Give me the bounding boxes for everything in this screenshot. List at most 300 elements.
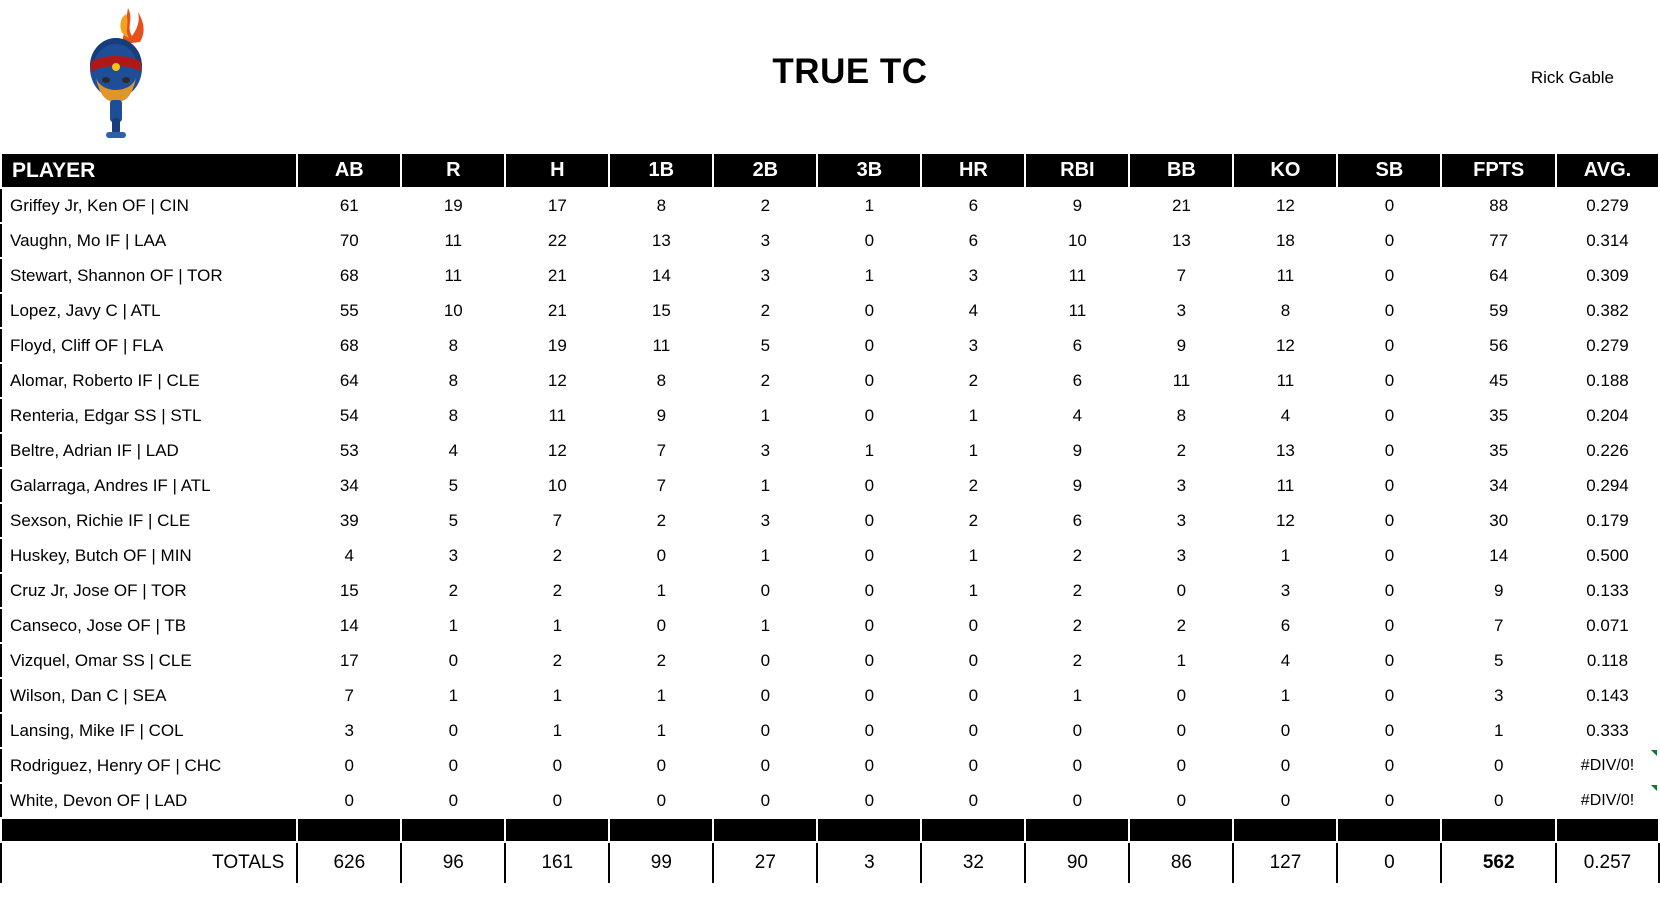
cell-1b: 1 xyxy=(609,678,713,713)
separator-cell xyxy=(401,818,505,842)
separator-cell xyxy=(921,818,1025,842)
table-row[interactable] xyxy=(1,223,1659,258)
table-row[interactable] xyxy=(1,608,1659,643)
cell-hr: 6 xyxy=(921,188,1025,223)
cell-ko: 11 xyxy=(1233,468,1337,503)
cell-fpts: 9 xyxy=(1441,573,1556,608)
table-body xyxy=(1,188,1659,818)
cell-ab: 0 xyxy=(297,748,401,783)
cell-sb: 0 xyxy=(1337,538,1441,573)
cell-rbi: 0 xyxy=(1025,783,1129,818)
cell-player-name[interactable]: Alomar, Roberto IF | CLE xyxy=(1,363,297,398)
cell-3b: 0 xyxy=(817,293,921,328)
cell-2b: 2 xyxy=(713,363,817,398)
cell-bb: 11 xyxy=(1129,363,1233,398)
cell-hr: 4 xyxy=(921,293,1025,328)
cell-3b: 1 xyxy=(817,188,921,223)
table-row[interactable] xyxy=(1,573,1659,608)
table-row[interactable] xyxy=(1,258,1659,293)
cell-ko: 11 xyxy=(1233,363,1337,398)
cell-player-name[interactable]: Vaughn, Mo IF | LAA xyxy=(1,223,297,258)
cell-2b: 0 xyxy=(713,678,817,713)
cell-avg: 0.226 xyxy=(1556,433,1659,468)
cell-sb: 0 xyxy=(1337,748,1441,783)
cell-player-name[interactable]: Canseco, Jose OF | TB xyxy=(1,608,297,643)
totals-r: 96 xyxy=(401,842,505,884)
cell-r: 5 xyxy=(401,503,505,538)
column-header-2b[interactable]: 2B xyxy=(713,153,817,188)
cell-ab: 34 xyxy=(297,468,401,503)
table-row[interactable] xyxy=(1,293,1659,328)
cell-rbi: 9 xyxy=(1025,433,1129,468)
cell-rbi: 1 xyxy=(1025,678,1129,713)
cell-2b: 5 xyxy=(713,328,817,363)
cell-bb: 9 xyxy=(1129,328,1233,363)
table-row[interactable] xyxy=(1,748,1659,783)
cell-ko: 11 xyxy=(1233,258,1337,293)
cell-3b: 0 xyxy=(817,608,921,643)
separator-cell xyxy=(1233,818,1337,842)
cell-fpts: 77 xyxy=(1441,223,1556,258)
cell-ko: 12 xyxy=(1233,503,1337,538)
cell-1b: 8 xyxy=(609,188,713,223)
table-row[interactable] xyxy=(1,328,1659,363)
cell-rbi: 11 xyxy=(1025,293,1129,328)
cell-r: 0 xyxy=(401,748,505,783)
separator-cell xyxy=(1025,818,1129,842)
cell-ab: 17 xyxy=(297,643,401,678)
cell-r: 4 xyxy=(401,433,505,468)
cell-avg: 0.133 xyxy=(1556,573,1659,608)
cell-rbi: 6 xyxy=(1025,503,1129,538)
cell-ab: 14 xyxy=(297,608,401,643)
cell-2b: 3 xyxy=(713,433,817,468)
cell-2b: 3 xyxy=(713,223,817,258)
totals-ab: 626 xyxy=(297,842,401,884)
cell-player-name[interactable]: Stewart, Shannon OF | TOR xyxy=(1,258,297,293)
cell-fpts: 35 xyxy=(1441,398,1556,433)
cell-player-name[interactable]: Sexson, Richie IF | CLE xyxy=(1,503,297,538)
separator-cell xyxy=(1556,818,1659,842)
cell-bb: 0 xyxy=(1129,713,1233,748)
cell-fpts: 34 xyxy=(1441,468,1556,503)
sheet-header xyxy=(0,0,1660,152)
cell-sb: 0 xyxy=(1337,293,1441,328)
cell-player-name[interactable]: White, Devon OF | LAD xyxy=(1,783,297,818)
cell-fpts: 1 xyxy=(1441,713,1556,748)
cell-player-name[interactable]: Floyd, Cliff OF | FLA xyxy=(1,328,297,363)
cell-bb: 3 xyxy=(1129,503,1233,538)
cell-bb: 13 xyxy=(1129,223,1233,258)
cell-r: 1 xyxy=(401,678,505,713)
cell-avg: 0.333 xyxy=(1556,713,1659,748)
cell-r: 11 xyxy=(401,258,505,293)
cell-3b: 0 xyxy=(817,713,921,748)
cell-sb: 0 xyxy=(1337,608,1441,643)
cell-fpts: 56 xyxy=(1441,328,1556,363)
cell-r: 1 xyxy=(401,608,505,643)
cell-ko: 12 xyxy=(1233,188,1337,223)
cell-h: 12 xyxy=(505,433,609,468)
cell-fpts: 0 xyxy=(1441,748,1556,783)
cell-hr: 2 xyxy=(921,503,1025,538)
cell-rbi: 4 xyxy=(1025,398,1129,433)
cell-3b: 1 xyxy=(817,258,921,293)
cell-hr: 0 xyxy=(921,713,1025,748)
cell-h: 17 xyxy=(505,188,609,223)
cell-1b: 15 xyxy=(609,293,713,328)
cell-player-name[interactable]: Lopez, Javy C | ATL xyxy=(1,293,297,328)
cell-avg: 0.204 xyxy=(1556,398,1659,433)
cell-3b: 0 xyxy=(817,363,921,398)
cell-fpts: 3 xyxy=(1441,678,1556,713)
totals-fpts: 562 xyxy=(1441,842,1556,884)
cell-rbi: 10 xyxy=(1025,223,1129,258)
cell-player-name[interactable]: Wilson, Dan C | SEA xyxy=(1,678,297,713)
cell-sb: 0 xyxy=(1337,258,1441,293)
cell-bb: 7 xyxy=(1129,258,1233,293)
totals-bb: 86 xyxy=(1129,842,1233,884)
cell-r: 0 xyxy=(401,713,505,748)
table-row[interactable] xyxy=(1,538,1659,573)
column-header-h[interactable]: H xyxy=(505,153,609,188)
cell-1b: 0 xyxy=(609,538,713,573)
separator-cell xyxy=(817,818,921,842)
cell-sb: 0 xyxy=(1337,363,1441,398)
cell-sb: 0 xyxy=(1337,503,1441,538)
cell-r: 5 xyxy=(401,468,505,503)
cell-bb: 0 xyxy=(1129,748,1233,783)
cell-player-name[interactable]: Beltre, Adrian IF | LAD xyxy=(1,433,297,468)
cell-fpts: 35 xyxy=(1441,433,1556,468)
table-row[interactable] xyxy=(1,188,1659,223)
cell-1b: 1 xyxy=(609,713,713,748)
cell-r: 8 xyxy=(401,328,505,363)
cell-fpts: 14 xyxy=(1441,538,1556,573)
cell-ab: 68 xyxy=(297,328,401,363)
cell-fpts: 64 xyxy=(1441,258,1556,293)
cell-avg: 0.382 xyxy=(1556,293,1659,328)
cell-ab: 15 xyxy=(297,573,401,608)
cell-bb: 2 xyxy=(1129,433,1233,468)
cell-sb: 0 xyxy=(1337,573,1441,608)
cell-hr: 2 xyxy=(921,468,1025,503)
cell-2b: 1 xyxy=(713,468,817,503)
cell-bb: 0 xyxy=(1129,678,1233,713)
cell-avg: 0.143 xyxy=(1556,678,1659,713)
cell-h: 19 xyxy=(505,328,609,363)
cell-h: 2 xyxy=(505,573,609,608)
table-row[interactable] xyxy=(1,503,1659,538)
cell-h: 1 xyxy=(505,678,609,713)
cell-2b: 0 xyxy=(713,643,817,678)
cell-3b: 0 xyxy=(817,223,921,258)
cell-2b: 0 xyxy=(713,783,817,818)
cell-ko: 0 xyxy=(1233,783,1337,818)
table-row[interactable] xyxy=(1,783,1659,818)
cell-3b: 0 xyxy=(817,328,921,363)
cell-hr: 1 xyxy=(921,538,1025,573)
cell-bb: 2 xyxy=(1129,608,1233,643)
cell-hr: 0 xyxy=(921,608,1025,643)
cell-1b: 8 xyxy=(609,363,713,398)
cell-hr: 2 xyxy=(921,363,1025,398)
cell-2b: 0 xyxy=(713,573,817,608)
totals-ko: 127 xyxy=(1233,842,1337,884)
column-header-bb[interactable]: BB xyxy=(1129,153,1233,188)
totals-h: 161 xyxy=(505,842,609,884)
cell-hr: 1 xyxy=(921,398,1025,433)
cell-sb: 0 xyxy=(1337,678,1441,713)
separator-row xyxy=(1,818,1659,842)
cell-rbi: 0 xyxy=(1025,748,1129,783)
cell-bb: 1 xyxy=(1129,643,1233,678)
totals-label: TOTALS xyxy=(1,842,297,884)
cell-1b: 7 xyxy=(609,468,713,503)
cell-player-name[interactable]: Cruz Jr, Jose OF | TOR xyxy=(1,573,297,608)
separator-cell xyxy=(505,818,609,842)
cell-2b: 2 xyxy=(713,293,817,328)
totals-row xyxy=(1,842,1659,884)
cell-avg: 0.071 xyxy=(1556,608,1659,643)
table-row[interactable] xyxy=(1,363,1659,398)
cell-ko: 12 xyxy=(1233,328,1337,363)
cell-h: 2 xyxy=(505,643,609,678)
cell-sb: 0 xyxy=(1337,713,1441,748)
cell-player-name[interactable]: Lansing, Mike IF | COL xyxy=(1,713,297,748)
cell-1b: 14 xyxy=(609,258,713,293)
cell-avg: 0.179 xyxy=(1556,503,1659,538)
cell-fpts: 59 xyxy=(1441,293,1556,328)
column-header-hr[interactable]: HR xyxy=(921,153,1025,188)
cell-h: 12 xyxy=(505,363,609,398)
team-owner-name: Rick Gable xyxy=(1530,68,1614,87)
cell-bb: 3 xyxy=(1129,538,1233,573)
cell-h: 1 xyxy=(505,713,609,748)
cell-ab: 7 xyxy=(297,678,401,713)
totals-hr: 32 xyxy=(921,842,1025,884)
cell-sb: 0 xyxy=(1337,328,1441,363)
cell-player-name[interactable]: Griffey Jr, Ken OF | CIN xyxy=(1,188,297,223)
cell-r: 8 xyxy=(401,398,505,433)
cell-h: 0 xyxy=(505,783,609,818)
cell-ko: 0 xyxy=(1233,713,1337,748)
cell-3b: 0 xyxy=(817,503,921,538)
cell-avg: #DIV/0! xyxy=(1556,783,1659,818)
cell-rbi: 0 xyxy=(1025,713,1129,748)
totals-2b: 27 xyxy=(713,842,817,884)
cell-sb: 0 xyxy=(1337,188,1441,223)
cell-ko: 4 xyxy=(1233,643,1337,678)
cell-ko: 1 xyxy=(1233,678,1337,713)
page-title: TRUE TC xyxy=(772,52,928,91)
cell-3b: 0 xyxy=(817,678,921,713)
cell-rbi: 9 xyxy=(1025,188,1129,223)
cell-h: 10 xyxy=(505,468,609,503)
table-row[interactable] xyxy=(1,713,1659,748)
cell-sb: 0 xyxy=(1337,783,1441,818)
cell-3b: 0 xyxy=(817,468,921,503)
cell-r: 8 xyxy=(401,363,505,398)
cell-bb: 3 xyxy=(1129,293,1233,328)
cell-player-name[interactable]: Vizquel, Omar SS | CLE xyxy=(1,643,297,678)
cell-2b: 1 xyxy=(713,608,817,643)
player-stats-table xyxy=(0,152,1660,885)
cell-2b: 0 xyxy=(713,748,817,783)
column-header-3b[interactable]: 3B xyxy=(817,153,921,188)
cell-hr: 0 xyxy=(921,678,1025,713)
cell-h: 0 xyxy=(505,748,609,783)
column-header-player[interactable]: PLAYER xyxy=(1,153,297,188)
cell-h: 21 xyxy=(505,293,609,328)
cell-fpts: 45 xyxy=(1441,363,1556,398)
totals-3b: 3 xyxy=(817,842,921,884)
cell-hr: 3 xyxy=(921,258,1025,293)
cell-h: 11 xyxy=(505,398,609,433)
cell-r: 10 xyxy=(401,293,505,328)
cell-rbi: 2 xyxy=(1025,608,1129,643)
table-footer xyxy=(1,818,1659,884)
separator-cell xyxy=(1337,818,1441,842)
cell-avg: 0.279 xyxy=(1556,328,1659,363)
cell-sb: 0 xyxy=(1337,223,1441,258)
cell-h: 2 xyxy=(505,538,609,573)
separator-cell xyxy=(609,818,713,842)
cell-player-name[interactable]: Renteria, Edgar SS | STL xyxy=(1,398,297,433)
cell-avg: 0.118 xyxy=(1556,643,1659,678)
cell-1b: 7 xyxy=(609,433,713,468)
cell-3b: 0 xyxy=(817,643,921,678)
cell-hr: 0 xyxy=(921,783,1025,818)
column-header-1b[interactable]: 1B xyxy=(609,153,713,188)
cell-avg: 0.500 xyxy=(1556,538,1659,573)
cell-1b: 0 xyxy=(609,783,713,818)
cell-player-name[interactable]: Rodriguez, Henry OF | CHC xyxy=(1,748,297,783)
column-header-sb[interactable]: SB xyxy=(1337,153,1441,188)
cell-ab: 68 xyxy=(297,258,401,293)
cell-avg: 0.279 xyxy=(1556,188,1659,223)
column-header-rbi[interactable]: RBI xyxy=(1025,153,1129,188)
cell-bb: 21 xyxy=(1129,188,1233,223)
cell-1b: 2 xyxy=(609,643,713,678)
cell-3b: 0 xyxy=(817,573,921,608)
cell-ko: 0 xyxy=(1233,748,1337,783)
separator-cell xyxy=(713,818,817,842)
cell-fpts: 88 xyxy=(1441,188,1556,223)
column-header-fpts[interactable]: FPTS xyxy=(1441,153,1556,188)
cell-r: 0 xyxy=(401,783,505,818)
cell-avg: #DIV/0! xyxy=(1556,748,1659,783)
cell-fpts: 7 xyxy=(1441,608,1556,643)
cell-sb: 0 xyxy=(1337,643,1441,678)
table-row[interactable] xyxy=(1,433,1659,468)
cell-bb: 0 xyxy=(1129,573,1233,608)
cell-1b: 1 xyxy=(609,573,713,608)
cell-ab: 3 xyxy=(297,713,401,748)
cell-rbi: 2 xyxy=(1025,643,1129,678)
cell-avg: 0.314 xyxy=(1556,223,1659,258)
cell-ab: 54 xyxy=(297,398,401,433)
cell-3b: 0 xyxy=(817,398,921,433)
totals-1b: 99 xyxy=(609,842,713,884)
column-header-ab[interactable]: AB xyxy=(297,153,401,188)
cell-ko: 8 xyxy=(1233,293,1337,328)
cell-ab: 61 xyxy=(297,188,401,223)
cell-rbi: 2 xyxy=(1025,573,1129,608)
cell-h: 21 xyxy=(505,258,609,293)
totals-avg: 0.257 xyxy=(1556,842,1659,884)
cell-fpts: 0 xyxy=(1441,783,1556,818)
cell-rbi: 6 xyxy=(1025,328,1129,363)
table-header-row xyxy=(1,153,1659,188)
column-header-r[interactable]: R xyxy=(401,153,505,188)
cell-ab: 64 xyxy=(297,363,401,398)
cell-bb: 8 xyxy=(1129,398,1233,433)
table-row[interactable] xyxy=(1,643,1659,678)
cell-ab: 55 xyxy=(297,293,401,328)
cell-3b: 0 xyxy=(817,748,921,783)
cell-ab: 70 xyxy=(297,223,401,258)
cell-player-name[interactable]: Huskey, Butch OF | MIN xyxy=(1,538,297,573)
table-row[interactable] xyxy=(1,398,1659,433)
cell-ko: 4 xyxy=(1233,398,1337,433)
cell-r: 3 xyxy=(401,538,505,573)
cell-hr: 6 xyxy=(921,223,1025,258)
table-row[interactable] xyxy=(1,678,1659,713)
cell-1b: 0 xyxy=(609,608,713,643)
cell-rbi: 9 xyxy=(1025,468,1129,503)
cell-avg: 0.309 xyxy=(1556,258,1659,293)
cell-hr: 1 xyxy=(921,433,1025,468)
cell-h: 1 xyxy=(505,608,609,643)
cell-3b: 0 xyxy=(817,538,921,573)
column-header-ko[interactable]: KO xyxy=(1233,153,1337,188)
cell-rbi: 6 xyxy=(1025,363,1129,398)
cell-sb: 0 xyxy=(1337,398,1441,433)
cell-rbi: 11 xyxy=(1025,258,1129,293)
table-row[interactable] xyxy=(1,468,1659,503)
cell-ko: 18 xyxy=(1233,223,1337,258)
cell-hr: 1 xyxy=(921,573,1025,608)
cell-rbi: 2 xyxy=(1025,538,1129,573)
cell-ab: 4 xyxy=(297,538,401,573)
cell-2b: 1 xyxy=(713,538,817,573)
cell-1b: 9 xyxy=(609,398,713,433)
cell-1b: 13 xyxy=(609,223,713,258)
cell-avg: 0.294 xyxy=(1556,468,1659,503)
separator-cell xyxy=(1441,818,1556,842)
column-header-avg[interactable]: AVG. xyxy=(1556,153,1659,188)
cell-r: 0 xyxy=(401,643,505,678)
cell-avg: 0.188 xyxy=(1556,363,1659,398)
cell-fpts: 30 xyxy=(1441,503,1556,538)
cell-1b: 0 xyxy=(609,748,713,783)
cell-ko: 3 xyxy=(1233,573,1337,608)
cell-ab: 53 xyxy=(297,433,401,468)
cell-ko: 1 xyxy=(1233,538,1337,573)
cell-r: 19 xyxy=(401,188,505,223)
cell-sb: 0 xyxy=(1337,433,1441,468)
cell-sb: 0 xyxy=(1337,468,1441,503)
totals-rbi: 90 xyxy=(1025,842,1129,884)
cell-r: 2 xyxy=(401,573,505,608)
separator-cell xyxy=(297,818,401,842)
cell-player-name[interactable]: Galarraga, Andres IF | ATL xyxy=(1,468,297,503)
cell-hr: 0 xyxy=(921,748,1025,783)
cell-ko: 6 xyxy=(1233,608,1337,643)
cell-bb: 0 xyxy=(1129,783,1233,818)
cell-1b: 2 xyxy=(609,503,713,538)
